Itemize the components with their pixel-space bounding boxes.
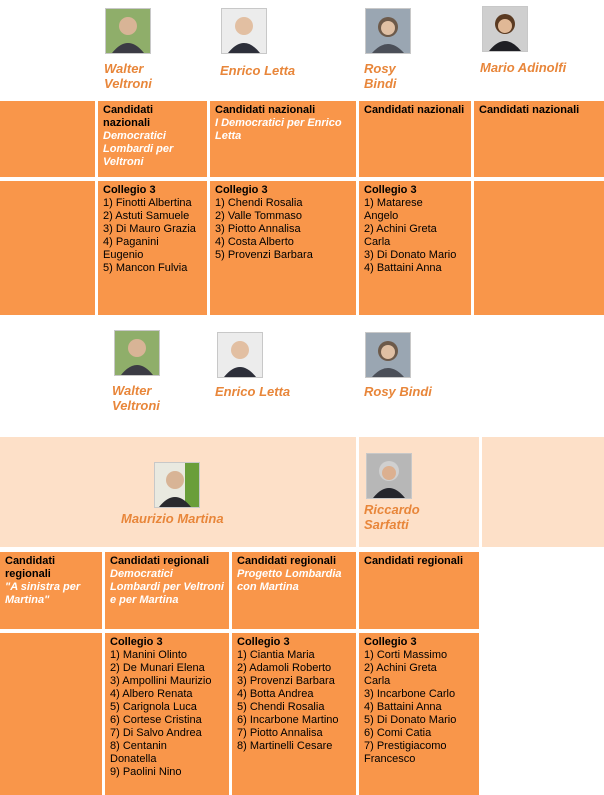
candidate: 4) Costa Alberto (215, 236, 294, 248)
candidate: 2) Achini Greta Carla (364, 662, 437, 687)
regional-candidates-band (482, 437, 604, 547)
candidate: 6) Cortese Cristina (110, 714, 202, 726)
candidate: 3) Provenzi Barbara (237, 675, 335, 687)
candidate: 1) Manini Olinto (110, 649, 188, 661)
candidates-label: Candidati nazionali (103, 104, 154, 129)
list-name: Progetto Lombardia con Martina (237, 568, 342, 593)
candidate: 9) Paolini Nino (110, 766, 182, 778)
sarfatti-photo (366, 453, 412, 499)
candidate: 3) Di Mauro Grazia (103, 223, 196, 235)
candidate: 6) Incarbone Martino (237, 714, 339, 726)
collegio-label: Collegio 3 (364, 636, 417, 648)
candidate: 5) Chendi Rosalia (237, 701, 325, 713)
letta-photo (217, 332, 263, 378)
candidate: 3) Ampollini Maurizio (110, 675, 212, 687)
candidates-label: Candidati regionali (110, 555, 210, 567)
collegio-label: Collegio 3 (110, 636, 163, 648)
national-list-header (98, 101, 207, 177)
candidates-label: Candidati nazionali (479, 104, 580, 116)
candidate: 3) Incarbone Carlo (364, 688, 456, 700)
empty-cell (0, 633, 102, 795)
candidate: 1) Chendi Rosalia (215, 197, 303, 209)
candidate: 5) Di Donato Mario (364, 714, 457, 726)
candidate: 2) De Munari Elena (110, 662, 205, 674)
candidate: 4) Paganini Eugenio (103, 236, 159, 261)
adinolfi-photo (482, 6, 528, 52)
leader-name: Enrico Letta (220, 63, 296, 78)
candidate: 1) Finotti Albertina (103, 197, 192, 209)
martina-photo (154, 462, 200, 508)
list-name: "A sinistra per Martina" (5, 581, 81, 606)
candidate: 6) Comi Catia (364, 727, 432, 739)
collegio-label: Collegio 3 (215, 184, 268, 196)
regional-candidate-name: Riccardo Sarfatti (364, 502, 420, 532)
leader-name: Rosy Bindi (364, 384, 432, 399)
national-list-header (359, 101, 471, 177)
regional-candidate-list (359, 633, 479, 795)
regional-list-header (232, 552, 356, 629)
regional-list-header (0, 552, 102, 629)
empty-cell (474, 181, 604, 315)
leader-name: Walter Veltroni (104, 61, 152, 91)
veltroni-photo (114, 330, 160, 376)
candidate: 3) Di Donato Mario (364, 249, 457, 261)
letta-photo (221, 8, 267, 54)
candidate: 7) Di Salvo Andrea (110, 727, 202, 739)
candidate: 1) Corti Massimo (364, 649, 448, 661)
leader-name: Mario Adinolfi (480, 60, 567, 75)
regional-list-header (105, 552, 229, 629)
leader-name: Rosy Bindi (364, 61, 397, 91)
regional-candidate-list (232, 633, 356, 795)
leader-name: Walter Veltroni (112, 383, 160, 413)
candidates-label: Candidati regionali (5, 555, 56, 580)
collegio-label: Collegio 3 (103, 184, 156, 196)
candidates-label: Candidati nazionali (215, 104, 316, 116)
list-name: I Democratici per Enrico Letta (215, 117, 342, 142)
empty-cell (0, 181, 95, 315)
candidate: 1) Ciantia Maria (237, 649, 315, 661)
bindi-photo (365, 332, 411, 378)
leader-name: Enrico Letta (215, 384, 291, 399)
candidate: 5) Mancon Fulvia (103, 262, 188, 274)
collegio-label: Collegio 3 (364, 184, 417, 196)
candidate: 7) Piotto Annalisa (237, 727, 323, 739)
candidate: 8) Martinelli Cesare (237, 740, 333, 752)
candidates-label: Candidati nazionali (364, 104, 465, 116)
candidates-label: Candidati regionali (237, 555, 337, 567)
candidate: 2) Astuti Samuele (103, 210, 190, 222)
regional-candidate-name: Maurizio Martina (121, 511, 224, 526)
empty-cell (0, 101, 95, 177)
candidate: 4) Botta Andrea (237, 688, 314, 700)
candidate: 7) Prestigiacomo Francesco (364, 740, 447, 765)
national-candidate-list (359, 181, 471, 315)
regional-candidate-list (105, 633, 229, 795)
candidate: 2) Adamoli Roberto (237, 662, 332, 674)
candidates-label: Candidati regionali (364, 555, 464, 567)
veltroni-photo (105, 8, 151, 54)
national-candidate-list (210, 181, 356, 315)
collegio-label: Collegio 3 (237, 636, 290, 648)
national-candidate-list (98, 181, 207, 315)
bindi-photo (365, 8, 411, 54)
candidate: 1) Matarese Angelo (364, 197, 423, 222)
national-list-header (210, 101, 356, 177)
list-name: Democratici Lombardi per Veltroni e per Martina (110, 568, 224, 606)
national-list-header (474, 101, 604, 177)
list-name: Democratici Lombardi per Veltroni (103, 130, 174, 168)
candidate: 2) Valle Tommaso (215, 210, 303, 222)
candidate: 8) Centanin Donatella (110, 740, 167, 765)
candidate: 5) Carignola Luca (110, 701, 197, 713)
candidate: 4) Albero Renata (110, 688, 193, 700)
candidate: 4) Battaini Anna (364, 701, 442, 713)
candidate: 2) Achini Greta Carla (364, 223, 437, 248)
regional-list-header (359, 552, 479, 629)
candidate: 4) Battaini Anna (364, 262, 442, 274)
candidate: 5) Provenzi Barbara (215, 249, 313, 261)
candidate: 3) Piotto Annalisa (215, 223, 301, 235)
